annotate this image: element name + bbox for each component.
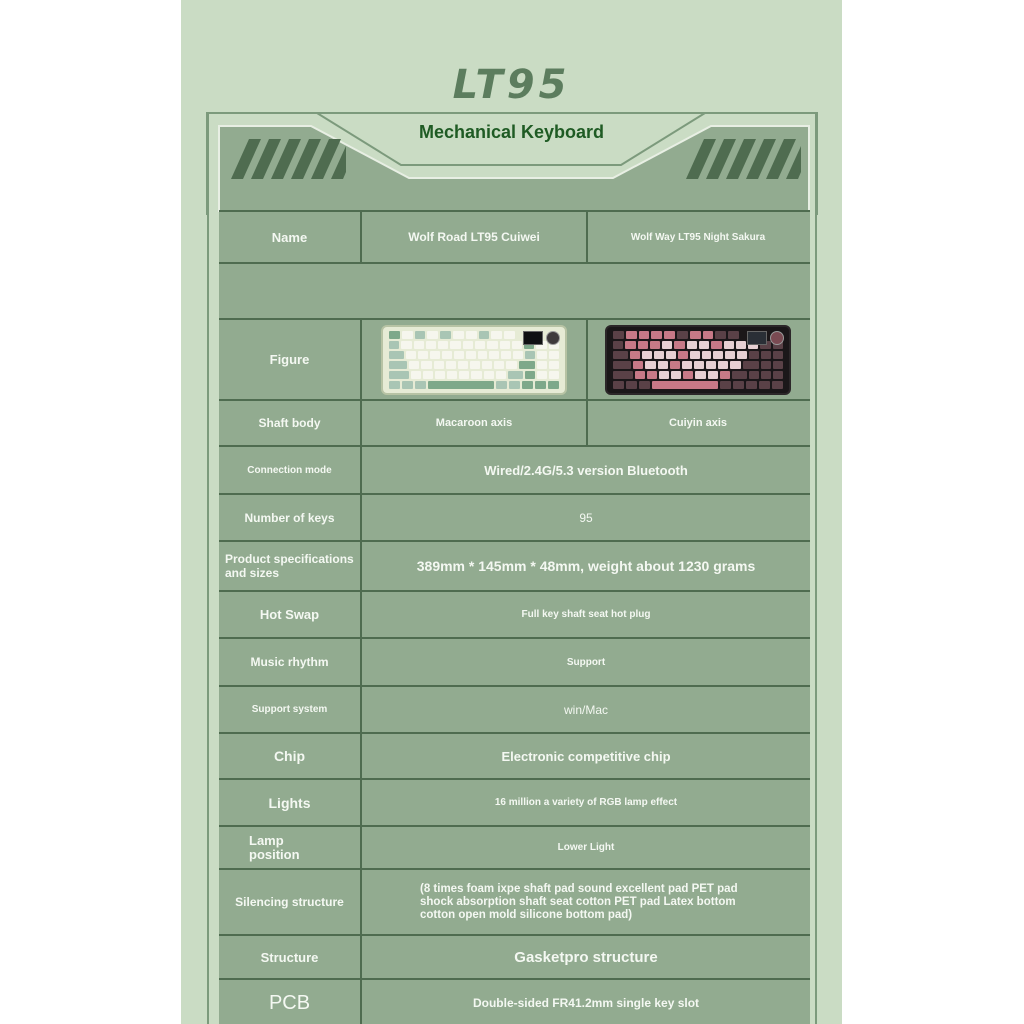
row-chip	[219, 734, 810, 780]
label-name: Name	[219, 212, 362, 262]
left-stripes-decoration	[231, 139, 346, 179]
row-connection	[219, 447, 810, 495]
value-keys: 95	[579, 510, 593, 525]
value-system: win/Mac	[563, 702, 608, 717]
label-silencing: Silencing structure	[219, 870, 362, 934]
row-structure	[219, 936, 810, 980]
keyboard-knob	[546, 331, 560, 345]
value-pcb: Double-sided FR41.2mm single key slot	[472, 996, 700, 1010]
row-name	[219, 212, 810, 264]
label-structure: Structure	[219, 936, 362, 978]
label-shaft: Shaft body	[219, 401, 362, 445]
keyboard-image-night-sakura	[605, 325, 791, 395]
label-music: Music rhythm	[219, 639, 362, 685]
keyboard-screen	[747, 331, 767, 345]
value-name-right: Wolf Way LT95 Night Sakura	[586, 212, 808, 262]
label-system: Support system	[219, 687, 362, 732]
product-spec-panel	[181, 0, 842, 1024]
value-structure: Gasketpro structure	[514, 948, 658, 966]
row-keys	[219, 495, 810, 542]
row-silencing	[219, 870, 810, 936]
keyboard-image-cuiwei	[381, 325, 567, 395]
label-lights: Lights	[219, 780, 362, 825]
value-lights: 16 million a variety of RGB lamp effect	[494, 797, 678, 808]
row-shaft	[219, 401, 810, 447]
value-music: Support	[566, 656, 606, 668]
label-chip: Chip	[219, 734, 362, 778]
row-music	[219, 639, 810, 687]
keyboard-knob	[770, 331, 784, 345]
label-specs: Product specifications and sizes	[219, 542, 362, 590]
value-chip: Electronic competitive chip	[501, 748, 671, 764]
value-silencing: (8 times foam ixpe shaft pad sound excellent pad PET pad shock absorption shaft seat cotton PET pad Latex bottom cotton open mold silicone bottom pad)	[420, 882, 738, 921]
value-name-left: Wolf Road LT95 Cuiwei	[408, 230, 540, 244]
row-system	[219, 687, 810, 734]
row-hotswap	[219, 592, 810, 639]
keyboard-screen	[523, 331, 543, 345]
subtitle: Mechanical Keyboard	[418, 122, 605, 142]
value-hotswap: Full key shaft seat hot plug	[521, 609, 651, 620]
row-spacer	[219, 264, 810, 318]
row-lamp	[219, 827, 810, 870]
label-keys: Number of keys	[219, 495, 362, 540]
label-connection: Connection mode	[219, 447, 362, 493]
spec-table	[219, 210, 810, 1024]
label-lamp: Lamp position	[219, 827, 362, 868]
value-connection: Wired/2.4G/5.3 version Bluetooth	[484, 462, 688, 478]
row-specs	[219, 542, 810, 592]
label-pcb: PCB	[219, 980, 362, 1024]
right-stripes-decoration	[686, 139, 801, 179]
brand-logo: LT95	[452, 62, 571, 108]
label-figure: Figure	[219, 320, 362, 399]
row-lights	[219, 780, 810, 827]
value-shaft-right: Cuiyin axis	[586, 401, 808, 445]
row-pcb	[219, 980, 810, 1024]
value-lamp: Lower Light	[557, 842, 615, 853]
figure-left	[362, 320, 586, 399]
value-shaft-left: Macaroon axis	[435, 417, 513, 429]
value-specs: 389mm * 145mm * 48mm, weight about 1230 grams	[416, 558, 756, 574]
figure-right	[586, 320, 808, 399]
label-hotswap: Hot Swap	[219, 592, 362, 637]
row-figure	[219, 318, 810, 401]
